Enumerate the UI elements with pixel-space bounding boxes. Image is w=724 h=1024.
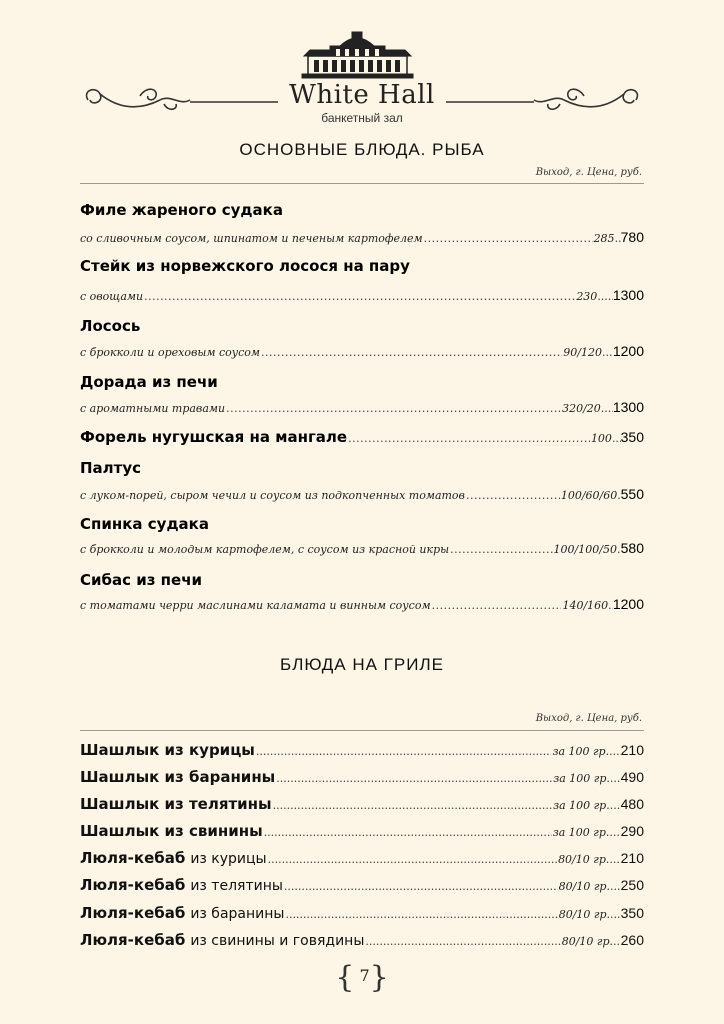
dish-yield: 90/120 <box>563 346 602 359</box>
dish-price: 1300 <box>612 399 644 415</box>
column-header: Выход, г. Цена, руб. <box>535 713 642 724</box>
dish-yield: 80/10 гр. <box>558 908 611 921</box>
dish-name: Палтус <box>80 459 142 477</box>
menu-item-line <box>80 931 644 949</box>
dish-yield: 80/10 гр. <box>561 935 614 948</box>
dish-price: 1200 <box>612 596 644 612</box>
dish-price: 250 <box>620 877 644 893</box>
dish-price: 780 <box>620 229 644 245</box>
dish-price: 1300 <box>612 287 644 303</box>
menu-item-line <box>80 399 644 415</box>
dish-name: Люля-кебаб <box>80 931 186 949</box>
menu-item-line <box>80 822 644 840</box>
dish-yield: за 100 гр. <box>552 826 610 839</box>
brand-subtitle: банкетный зал <box>321 111 403 125</box>
section-title-fish: ОСНОВНЫЕ БЛЮДА. РЫБА <box>239 140 485 159</box>
leader-dots <box>268 853 557 866</box>
dish-name: Шашлык из свинины <box>80 822 263 840</box>
dish-yield: 80/10 гр. <box>558 853 610 866</box>
menu-item-line <box>80 428 644 446</box>
dish-variant: из курицы <box>190 851 267 867</box>
leader-dots <box>597 290 613 303</box>
leader-dots <box>466 489 560 502</box>
menu-item-line <box>80 486 644 502</box>
menu-item-line <box>80 229 644 245</box>
dish-name: Форель нугушская на мангале <box>80 428 348 446</box>
menu-item-line <box>80 343 644 359</box>
page-number: { 7} <box>335 960 389 995</box>
leader-dots <box>613 935 621 948</box>
dish-name: Сибас из печи <box>80 571 203 589</box>
dish-name: Дорада из печи <box>80 373 218 391</box>
menu-item-line <box>80 849 644 867</box>
leader-dots <box>610 799 621 812</box>
dish-name: Люля-кебаб <box>80 849 186 867</box>
dish-name: Шашлык из телятины <box>80 795 272 813</box>
leader-dots <box>610 908 621 921</box>
leader-dots <box>256 745 552 758</box>
dish-name: Спинка судака <box>80 515 209 533</box>
leader-dots <box>609 853 620 866</box>
dish-description: с овощами <box>80 290 144 303</box>
dish-description: с ароматными травами <box>80 402 226 415</box>
menu-item-line <box>80 795 644 813</box>
leader-dots <box>144 290 575 303</box>
dish-price: 550 <box>620 486 644 502</box>
dish-yield: 100 <box>590 432 612 445</box>
dish-description: с томатами черри маслинами каламата и винным соусом <box>80 599 431 612</box>
menu-item-line <box>80 287 644 303</box>
dish-price: 210 <box>620 742 644 758</box>
building-icon <box>300 30 415 82</box>
section-title-grill: БЛЮДА НА ГРИЛЕ <box>280 655 444 674</box>
leader-dots <box>601 402 613 415</box>
leader-dots <box>261 346 562 359</box>
dish-price: 260 <box>620 932 644 948</box>
leader-dots <box>276 772 552 785</box>
dish-description: со сливочным соусом, шпинатом и печеным картофелем <box>80 232 423 245</box>
dish-price: 490 <box>620 769 644 785</box>
dish-yield: 230 <box>576 290 598 303</box>
dish-yield: 80/10 гр. <box>558 880 610 893</box>
menu-item-line <box>80 768 644 786</box>
leader-dots <box>226 402 561 415</box>
dish-price: 350 <box>620 429 644 445</box>
dish-yield: за 100 гр. <box>553 799 610 812</box>
dish-price: 580 <box>620 540 644 556</box>
leader-dots <box>609 745 621 758</box>
dish-price: 210 <box>620 850 644 866</box>
dish-name: Стейк из норвежского лосося на пару <box>80 257 410 275</box>
dish-variant: из свинины и говядины <box>190 933 365 949</box>
dish-name: Люля-кебаб <box>80 876 186 894</box>
dish-name: Шашлык из курицы <box>80 741 255 759</box>
leader-dots <box>348 432 590 445</box>
dish-yield: 320/20 <box>562 402 601 415</box>
dish-yield: за 100 гр. <box>552 745 610 758</box>
dish-name: Шашлык из баранины <box>80 768 276 786</box>
brand-name: White Hall <box>289 80 435 110</box>
leader-dots <box>610 880 621 893</box>
leader-dots <box>450 543 552 556</box>
leader-dots <box>424 232 593 245</box>
leader-dots <box>602 346 613 359</box>
menu-item-line <box>80 741 644 759</box>
dish-price: 480 <box>620 796 644 812</box>
menu-item-line <box>80 904 644 922</box>
dish-yield: 285 <box>593 232 615 245</box>
leader-dots <box>609 826 620 839</box>
menu-item-line <box>80 596 644 612</box>
column-header: Выход, г. Цена, руб. <box>535 167 642 178</box>
dish-price: 350 <box>620 905 644 921</box>
dish-name: Филе жареного судака <box>80 201 283 219</box>
dish-description: с брокколи и ореховым соусом <box>80 346 261 359</box>
dish-name: Лосось <box>80 317 141 335</box>
leader-dots <box>264 826 552 839</box>
leader-dots <box>273 799 552 812</box>
leader-dots <box>612 432 621 445</box>
leader-dots <box>284 880 558 893</box>
leader-dots <box>610 772 621 785</box>
dish-price: 290 <box>620 823 644 839</box>
leader-dots <box>285 908 557 921</box>
dish-description: с брокколи и молодым картофелем, с соусом из красной икры <box>80 543 450 556</box>
dish-variant: из баранины <box>190 906 285 922</box>
leader-dots <box>365 935 560 948</box>
divider <box>80 183 644 184</box>
divider <box>80 730 644 731</box>
dish-yield: 140/160 <box>562 599 609 612</box>
dish-yield: 100/100/50 <box>553 543 617 556</box>
dish-price: 1200 <box>612 343 644 359</box>
leader-dots <box>432 599 562 612</box>
dish-name: Люля-кебаб <box>80 904 186 922</box>
menu-item-line <box>80 876 644 894</box>
dish-yield: за 100 гр. <box>553 772 610 785</box>
menu-item-line <box>80 540 644 556</box>
dish-variant: из телятины <box>190 878 283 894</box>
dish-yield: 100/60/60 <box>560 489 618 502</box>
dish-description: с луком-порей, сыром чечил и соусом из подкопченных томатов <box>80 489 465 502</box>
